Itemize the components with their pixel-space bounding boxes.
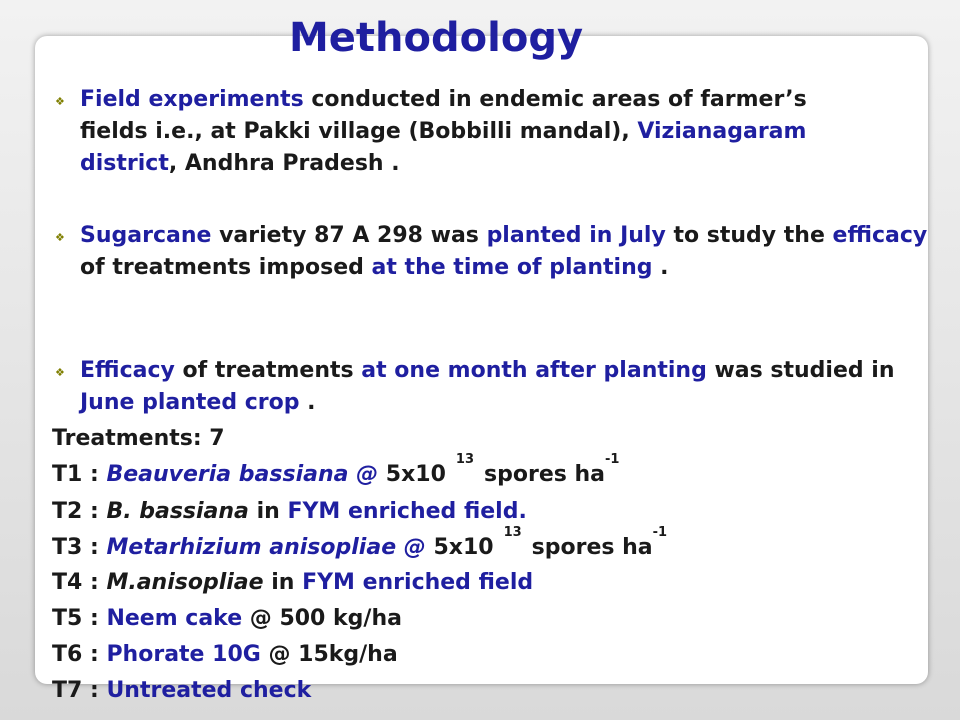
treatment-t1: T1 : Beauveria bassiana @ $5x10^{13}spores$ $ha^{-1}$	[52, 452, 620, 487]
bullet-sugarcane-variety: ❖ Sugarcane variety 87 A 298 was planted in July to study the efficacy of treatments imposed at the time of planting .	[55, 223, 928, 280]
bullet-field-experiments: ❖ Field experiments conducted in endemic areas of farmer’s fields i.e., at Pakki village (Bobbilli mandal), Vizianagaram district, Andhra Pradesh .	[55, 87, 807, 176]
treatment-t2: T2 : B. bassiana in FYM enriched field.	[52, 499, 527, 524]
diamond-bullet-icon: ❖	[55, 95, 65, 108]
treatment-t3: T3 : Metarhizium anisopliae @ $5x10^{13}spores$ $ha^{-1}$	[52, 525, 668, 560]
treatment-t4: T4 : M.anisopliae in FYM enriched field	[52, 570, 534, 595]
treatment-t7: T7 : Untreated check	[52, 678, 312, 703]
bullet-efficacy: ❖ Efficacy of treatments at one month after planting was studied in June planted crop .	[55, 358, 895, 415]
diamond-bullet-icon: ❖	[55, 231, 65, 244]
slide-title: Methodology	[289, 15, 584, 61]
treatment-t5: T5 : Neem cake @ 500 kg/ha	[52, 606, 402, 631]
diamond-bullet-icon: ❖	[55, 366, 65, 379]
treatment-t6: T6 : Phorate 10G @ 15kg/ha	[52, 642, 398, 667]
treatments-heading: Treatments: 7	[52, 426, 225, 451]
